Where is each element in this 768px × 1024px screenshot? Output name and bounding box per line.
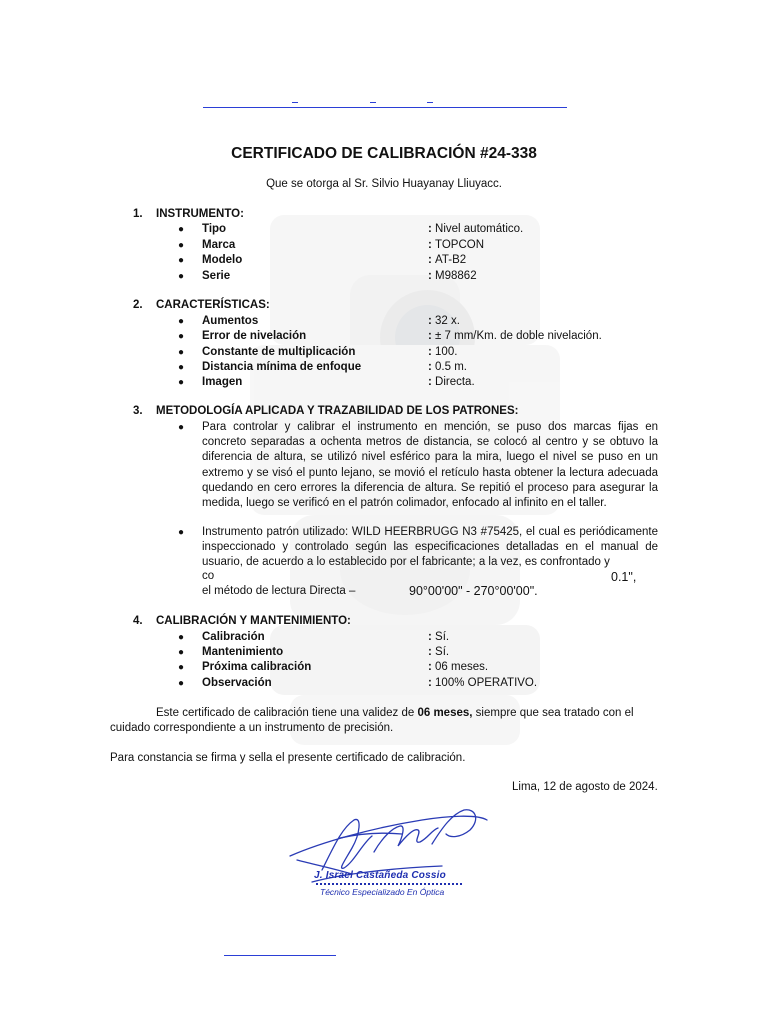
validity-line-2: cuidado correspondiente a un instrumento de precisión. (110, 722, 394, 734)
bullet-icon: ● (178, 422, 185, 433)
row-value: : 100. (428, 346, 458, 358)
row-label: Aumentos (202, 315, 259, 327)
row-value: : 0.5 m. (428, 361, 467, 373)
row-value: : AT-B2 (428, 254, 467, 266)
row-value: : ± 7 mm/Km. de doble nivelación. (428, 330, 602, 342)
stamp-role: Técnico Especializado En Óptica (320, 887, 445, 897)
row-label: Tipo (202, 223, 227, 235)
bullet-icon: ● (178, 362, 185, 373)
stamp-underline (316, 883, 462, 885)
row-value: : 32 x. (428, 315, 460, 327)
section-number: 1. (133, 208, 143, 220)
header-link-mark (292, 102, 298, 103)
bullet-icon: ● (178, 316, 185, 327)
row-label: Error de nivelación (202, 330, 307, 342)
row-label: Modelo (202, 254, 243, 266)
bullet-icon: ● (178, 647, 185, 658)
row-label: Serie (202, 270, 231, 282)
row-label: Imagen (202, 376, 243, 388)
bullet-icon: ● (178, 662, 185, 673)
reading-range-value: 90°00'00" - 270°00'00". (409, 584, 538, 598)
stamp-name: J. Israel Castañeda Cossio (314, 870, 446, 881)
row-label: Distancia mínima de enfoque (202, 361, 362, 373)
row-value: : Sí. (428, 631, 450, 643)
row-value: : 100% OPERATIVO. (428, 677, 538, 689)
section-number: 3. (133, 405, 143, 417)
row-label: Marca (202, 239, 236, 251)
constancia-text: Para constancia se firma y sella el presente certificado de calibración. (110, 752, 466, 764)
row-label: Constante de multiplicación (202, 346, 356, 358)
section-title-caracteristicas: CARACTERÍSTICAS: (156, 299, 270, 311)
row-label: Mantenimiento (202, 646, 284, 658)
place-date: Lima, 12 de agosto de 2024. (512, 781, 658, 793)
row-label: Próxima calibración (202, 661, 312, 673)
section-title-metodologia: METODOLOGÍA APLICADA Y TRAZABILIDAD DE LOS PATRONES: (156, 405, 519, 417)
bullet-icon: ● (178, 331, 185, 342)
section-title-calibracion: CALIBRACIÓN Y MANTENIMIENTO: (156, 615, 351, 627)
bullet-icon: ● (178, 678, 185, 689)
bullet-icon: ● (178, 632, 185, 643)
section-number: 4. (133, 615, 143, 627)
row-value: : TOPCON (428, 239, 485, 251)
header-link-mark (427, 102, 433, 103)
row-label: Observación (202, 677, 272, 689)
row-value: : M98862 (428, 270, 477, 282)
certificate-title: CERTIFICADO DE CALIBRACIÓN #24-338 (231, 145, 537, 162)
row-value: : Directa. (428, 376, 475, 388)
paragraph-line-fragment: co (202, 570, 215, 582)
header-link-line[interactable] (203, 107, 567, 108)
bullet-icon: ● (178, 377, 185, 388)
paragraph-line-fragment: el método de lectura Directa – (202, 585, 356, 597)
footer-link-line[interactable] (224, 955, 336, 956)
row-value: : Nivel automático. (428, 223, 524, 235)
bullet-icon: ● (178, 255, 185, 266)
bullet-icon: ● (178, 224, 185, 235)
methodology-paragraph: Para controlar y calibrar el instrumento en mención, se puso dos marcas fijas en concreto separadas a ochenta metros de distancia, se colocó al centro y se obtuvo la diferencia de altura, se utilizó nivel esférico para la mira, luego el nivel se puso en un extremo y se visó el punto lejano, se movió el retículo hasta obtener la lectura adecuada quedando en cero errores la diferencia de altura. Se repitió el proceso para asegurar la medida, luego se verificó en el patrón colimador, enfocado al infinito en el taller. (202, 421, 658, 510)
bullet-icon: ● (178, 347, 185, 358)
row-value: : 06 meses. (428, 661, 489, 673)
validity-line-1: Este certificado de calibración tiene una validez de 06 meses, siempre que sea tratado con el (156, 707, 634, 719)
signature-block (282, 798, 494, 902)
row-value: : Sí. (428, 646, 450, 658)
header-link-mark (370, 102, 376, 103)
reference-instrument-paragraph: Instrumento patrón utilizado: WILD HEERBRUGG N3 #75425, el cual es periódicamente inspeccionado y controlado según las especificaciones detalladas en el manual de usuario, de acuerdo a lo establecido por el fabricante; a la vez, es confrontado y (202, 526, 658, 569)
precision-value: 0.1", (611, 570, 637, 584)
bullet-icon: ● (178, 240, 185, 251)
bullet-icon: ● (178, 271, 185, 282)
certificate-recipient: Que se otorga al Sr. Silvio Huayanay Lliuyacc. (266, 178, 502, 190)
row-label: Calibración (202, 631, 265, 643)
section-title-instrumento: INSTRUMENTO: (156, 208, 244, 220)
bullet-icon: ● (178, 527, 185, 538)
section-number: 2. (133, 299, 143, 311)
